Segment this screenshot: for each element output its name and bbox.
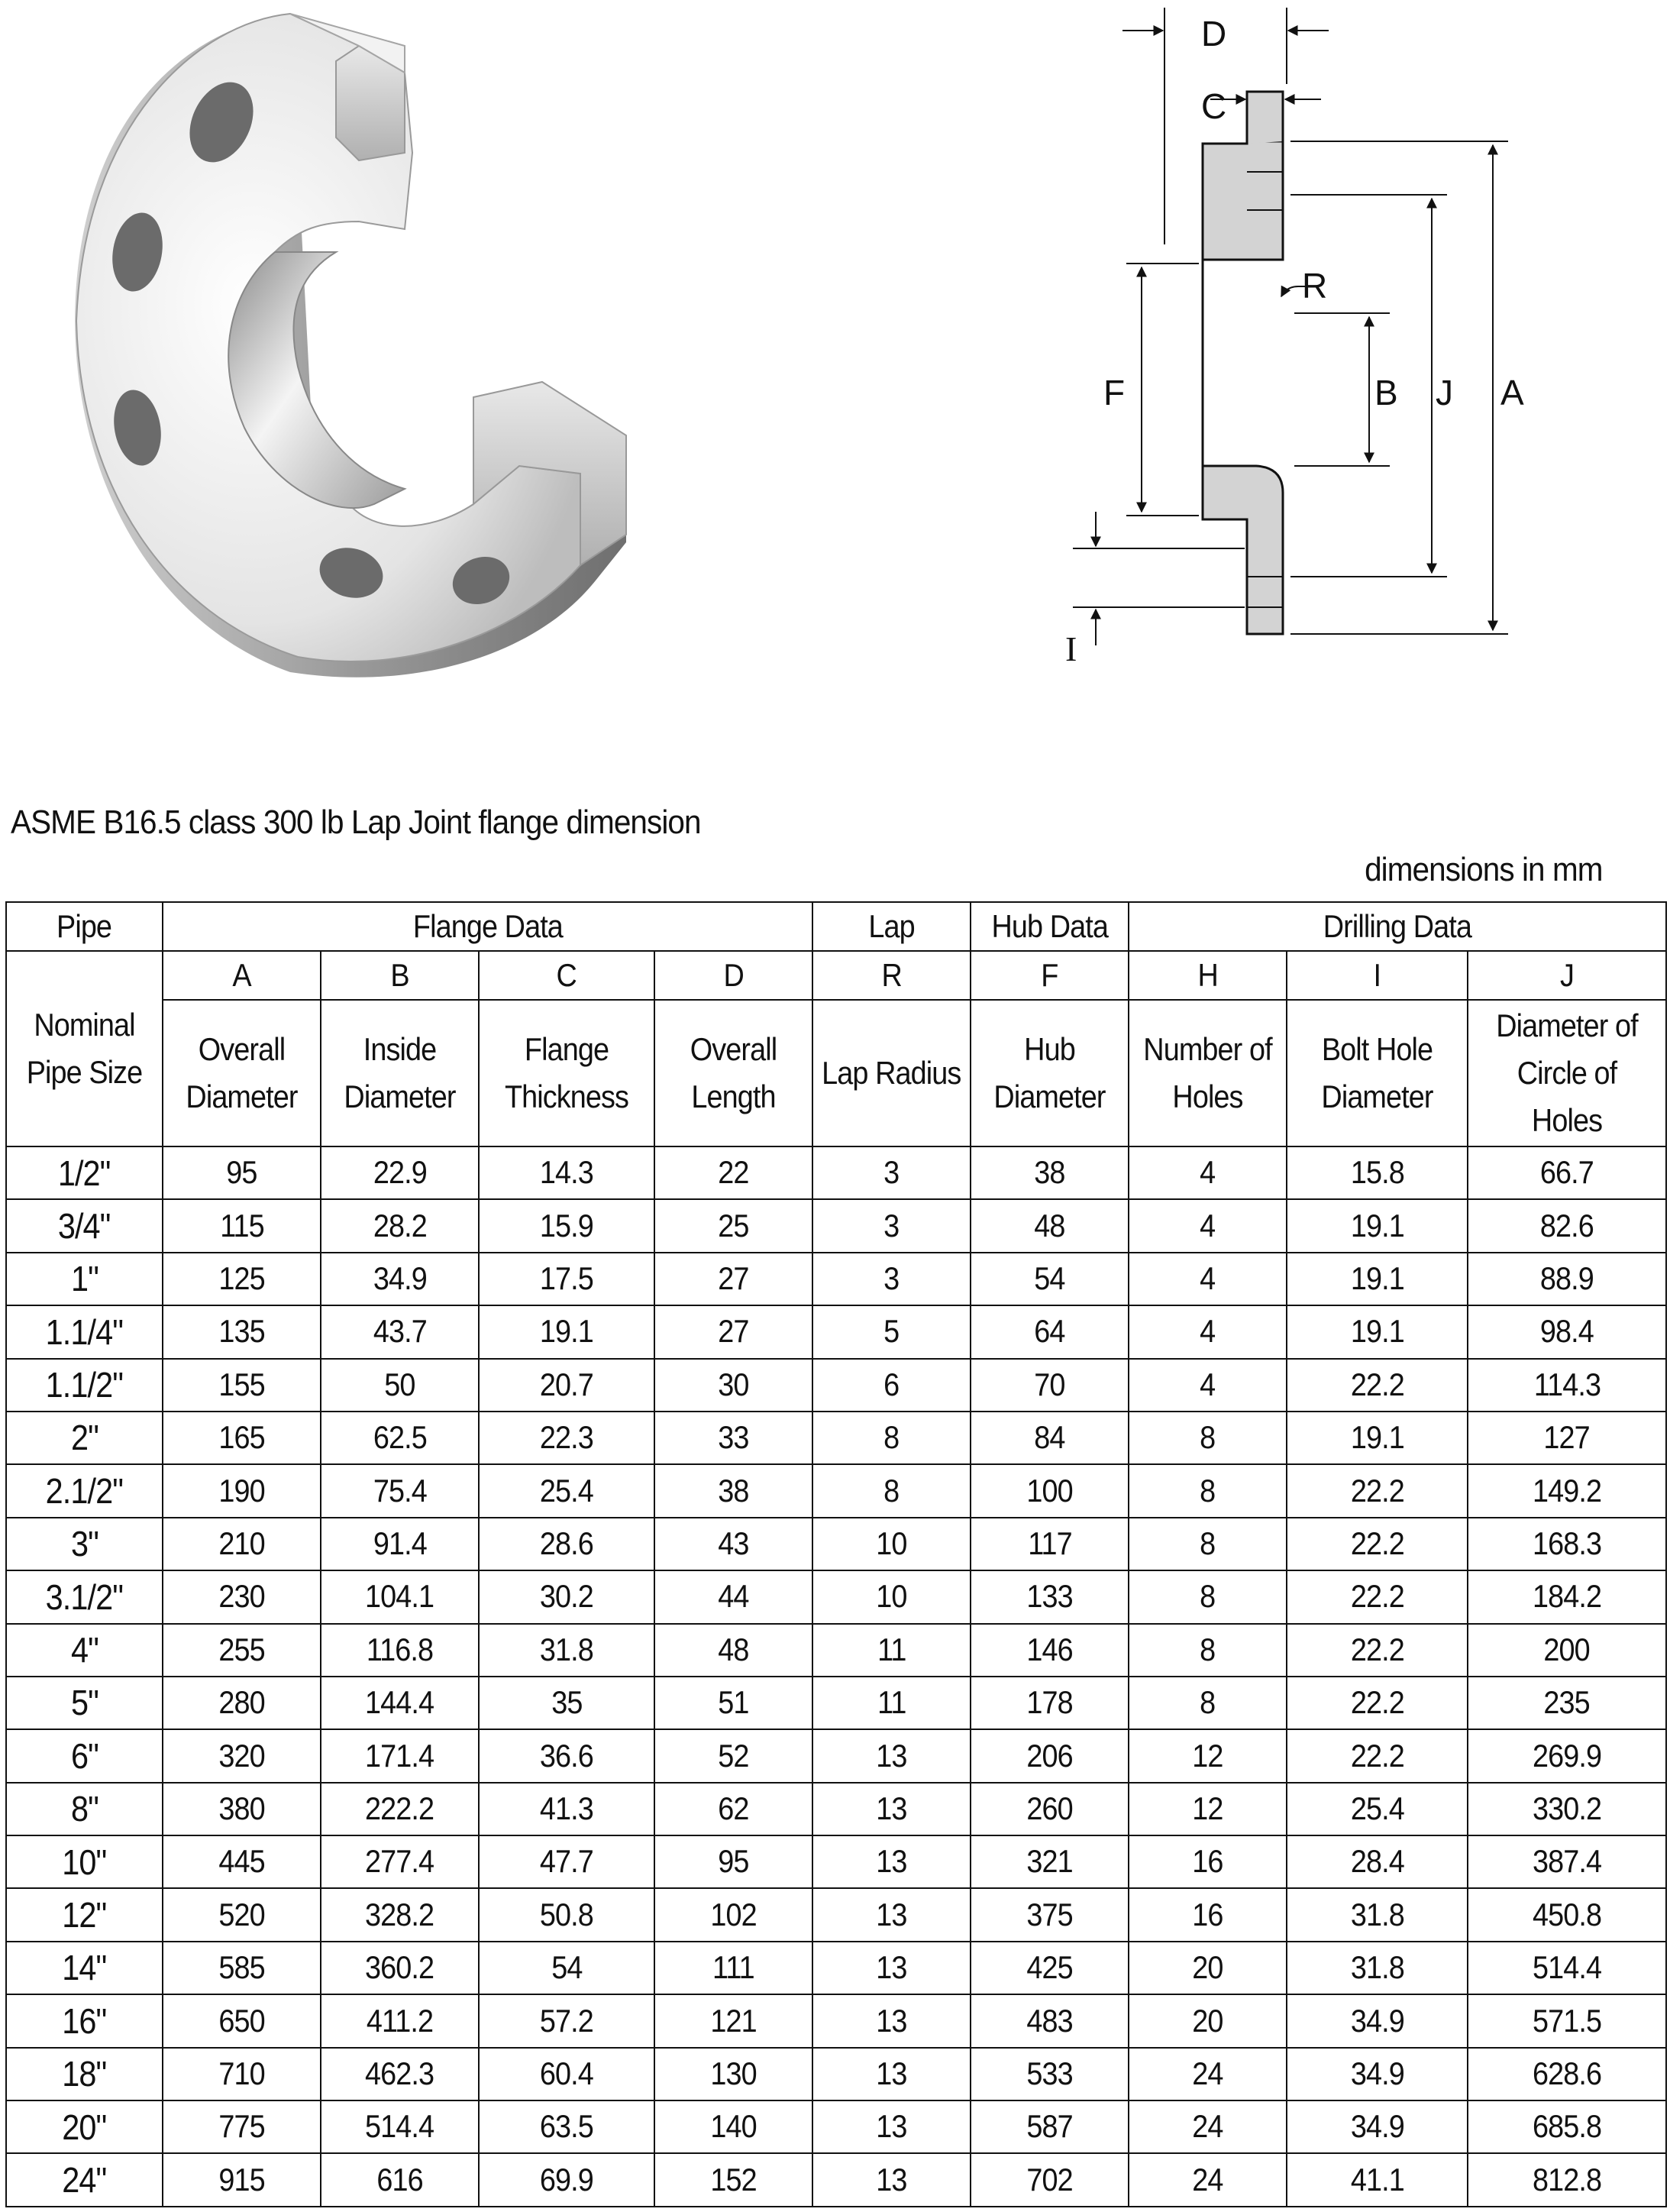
table-cell: 571.5	[1468, 1994, 1666, 2047]
table-cell: 98.4	[1468, 1305, 1666, 1358]
table-cell: 28.2	[321, 1199, 479, 1252]
header-letter: R	[812, 951, 971, 1000]
table-cell: 95	[654, 1835, 812, 1888]
cell-pipe-size: 10"	[6, 1835, 163, 1888]
table-cell: 11	[812, 1624, 971, 1677]
cell-pipe-size: 1.1/4"	[6, 1305, 163, 1358]
table-cell: 63.5	[479, 2100, 654, 2153]
table-cell: 710	[163, 2048, 321, 2100]
table-cell: 10	[812, 1518, 971, 1570]
table-cell: 425	[971, 1942, 1129, 1994]
cell-pipe-size: 4"	[6, 1624, 163, 1677]
header-description: Bolt Hole Diameter	[1287, 1000, 1468, 1146]
table-cell: 116.8	[321, 1624, 479, 1677]
table-cell: 25.4	[1287, 1783, 1468, 1835]
table-cell: 13	[812, 1783, 971, 1835]
table-cell: 64	[971, 1305, 1129, 1358]
table-cell: 4	[1129, 1253, 1287, 1305]
table-cell: 775	[163, 2100, 321, 2153]
table-row	[6, 2048, 1666, 2100]
table-cell: 43	[654, 1518, 812, 1570]
cell-pipe-size: 6"	[6, 1729, 163, 1782]
table-cell: 321	[971, 1835, 1129, 1888]
table-cell: 51	[654, 1677, 812, 1729]
table-cell: 277.4	[321, 1835, 479, 1888]
table-cell: 38	[971, 1146, 1129, 1199]
table-cell: 22.3	[479, 1412, 654, 1464]
table-cell: 255	[163, 1624, 321, 1677]
table-cell: 200	[1468, 1624, 1666, 1677]
table-cell: 650	[163, 1994, 321, 2047]
table-cell: 5	[812, 1305, 971, 1358]
table-cell: 115	[163, 1199, 321, 1252]
table-cell: 387.4	[1468, 1835, 1666, 1888]
table-cell: 25.4	[479, 1464, 654, 1517]
table-cell: 15.8	[1287, 1146, 1468, 1199]
cell-pipe-size: 16"	[6, 1994, 163, 2047]
table-cell: 47.7	[479, 1835, 654, 1888]
table-cell: 48	[971, 1199, 1129, 1252]
table-cell: 41.1	[1287, 2153, 1468, 2207]
table-cell: 22	[654, 1146, 812, 1199]
table-cell: 117	[971, 1518, 1129, 1570]
cell-pipe-size: 14"	[6, 1942, 163, 1994]
table-cell: 13	[812, 2100, 971, 2153]
table-cell: 50.8	[479, 1888, 654, 1941]
table-row	[6, 1146, 1666, 1199]
table-cell: 88.9	[1468, 1253, 1666, 1305]
table-cell: 8	[1129, 1412, 1287, 1464]
page-title: ASME B16.5 class 300 lb Lap Joint flange dimension	[11, 804, 701, 841]
table-cell: 27	[654, 1253, 812, 1305]
table-cell: 127	[1468, 1412, 1666, 1464]
table-row	[6, 1783, 1666, 1835]
table-cell: 4	[1129, 1305, 1287, 1358]
table-cell: 70	[971, 1359, 1129, 1412]
table-cell: 140	[654, 2100, 812, 2153]
table-cell: 34.9	[1287, 2100, 1468, 2153]
table-cell: 22.2	[1287, 1359, 1468, 1412]
table-row	[6, 1518, 1666, 1570]
table-cell: 171.4	[321, 1729, 479, 1782]
table-row	[6, 2153, 1666, 2207]
table-cell: 14.3	[479, 1146, 654, 1199]
table-cell: 30.2	[479, 1570, 654, 1623]
header-letter: F	[971, 951, 1129, 1000]
table-cell: 34.9	[321, 1253, 479, 1305]
table-cell: 62	[654, 1783, 812, 1835]
dimension-table	[5, 901, 1667, 2207]
table-cell: 24	[1129, 2048, 1287, 2100]
section-top-ring	[1247, 92, 1283, 144]
cell-pipe-size: 5"	[6, 1677, 163, 1729]
table-cell: 22.2	[1287, 1570, 1468, 1623]
table-cell: 4	[1129, 1146, 1287, 1199]
table-cell: 280	[163, 1677, 321, 1729]
section-upper-shape	[1203, 141, 1283, 260]
cell-pipe-size: 1.1/2"	[6, 1359, 163, 1412]
table-cell: 210	[163, 1518, 321, 1570]
table-cell: 450.8	[1468, 1888, 1666, 1941]
table-cell: 269.9	[1468, 1729, 1666, 1782]
table-cell: 54	[479, 1942, 654, 1994]
table-cell: 13	[812, 1994, 971, 2047]
table-cell: 60.4	[479, 2048, 654, 2100]
table-cell: 69.9	[479, 2153, 654, 2207]
table-cell: 8	[1129, 1570, 1287, 1623]
table-cell: 133	[971, 1570, 1129, 1623]
table-cell: 146	[971, 1624, 1129, 1677]
table-row	[6, 1305, 1666, 1358]
table-cell: 22.2	[1287, 1464, 1468, 1517]
table-cell: 12	[1129, 1783, 1287, 1835]
table-cell: 28.6	[479, 1518, 654, 1570]
table-cell: 587	[971, 2100, 1129, 2153]
table-cell: 57.2	[479, 1994, 654, 2047]
table-row	[6, 1835, 1666, 1888]
cell-pipe-size: 8"	[6, 1783, 163, 1835]
table-cell: 66.7	[1468, 1146, 1666, 1199]
table-cell: 48	[654, 1624, 812, 1677]
table-cell: 320	[163, 1729, 321, 1782]
table-cell: 411.2	[321, 1994, 479, 2047]
table-cell: 149.2	[1468, 1464, 1666, 1517]
table-cell: 190	[163, 1464, 321, 1517]
table-row	[6, 1199, 1666, 1252]
flange-section-drawing	[1065, 0, 1539, 680]
table-row	[6, 1359, 1666, 1412]
table-cell: 36.6	[479, 1729, 654, 1782]
table-cell: 16	[1129, 1835, 1287, 1888]
group-header-lap: Lap	[812, 902, 971, 951]
cell-pipe-size: 3/4"	[6, 1199, 163, 1252]
group-header-hub-data: Hub Data	[971, 902, 1129, 951]
table-cell: 28.4	[1287, 1835, 1468, 1888]
flange-3d-illustration	[46, 0, 634, 695]
table-cell: 812.8	[1468, 2153, 1666, 2207]
cell-pipe-size: 24"	[6, 2153, 163, 2207]
table-row	[6, 1994, 1666, 2047]
table-cell: 19.1	[1287, 1199, 1468, 1252]
table-cell: 152	[654, 2153, 812, 2207]
label-b: B	[1374, 373, 1398, 412]
table-cell: 19.1	[479, 1305, 654, 1358]
header-description: Number of Holes	[1129, 1000, 1287, 1146]
table-cell: 330.2	[1468, 1783, 1666, 1835]
table-cell: 25	[654, 1199, 812, 1252]
header-nominal-pipe-size: Nominal Pipe Size	[6, 951, 163, 1146]
table-row	[6, 2100, 1666, 2153]
table-cell: 24	[1129, 2100, 1287, 2153]
table-cell: 104.1	[321, 1570, 479, 1623]
table-cell: 375	[971, 1888, 1129, 1941]
table-cell: 30	[654, 1359, 812, 1412]
table-cell: 15.9	[479, 1199, 654, 1252]
table-cell: 22.9	[321, 1146, 479, 1199]
table-row	[6, 1888, 1666, 1941]
table-cell: 20.7	[479, 1359, 654, 1412]
header-description: Inside Diameter	[321, 1000, 479, 1146]
header-description: Flange Thickness	[479, 1000, 654, 1146]
group-header-drilling-data: Drilling Data	[1129, 902, 1666, 951]
table-cell: 20	[1129, 1994, 1287, 2047]
header-letter: C	[479, 951, 654, 1000]
header-letter: I	[1287, 951, 1468, 1000]
table-cell: 20	[1129, 1942, 1287, 1994]
table-cell: 125	[163, 1253, 321, 1305]
table-cell: 33	[654, 1412, 812, 1464]
table-cell: 184.2	[1468, 1570, 1666, 1623]
table-cell: 8	[1129, 1464, 1287, 1517]
table-cell: 114.3	[1468, 1359, 1666, 1412]
table-cell: 84	[971, 1412, 1129, 1464]
table-cell: 360.2	[321, 1942, 479, 1994]
table-cell: 22.2	[1287, 1677, 1468, 1729]
table-cell: 13	[812, 2048, 971, 2100]
table-cell: 50	[321, 1359, 479, 1412]
table-cell: 514.4	[1468, 1942, 1666, 1994]
table-cell: 31.8	[1287, 1888, 1468, 1941]
table-cell: 628.6	[1468, 2048, 1666, 2100]
table-cell: 27	[654, 1305, 812, 1358]
table-cell: 17.5	[479, 1253, 654, 1305]
header-description: Hub Diameter	[971, 1000, 1129, 1146]
table-cell: 91.4	[321, 1518, 479, 1570]
table-cell: 43.7	[321, 1305, 479, 1358]
table-cell: 462.3	[321, 2048, 479, 2100]
table-cell: 585	[163, 1942, 321, 1994]
table-cell: 34.9	[1287, 2048, 1468, 2100]
cell-pipe-size: 3.1/2"	[6, 1570, 163, 1623]
table-cell: 6	[812, 1359, 971, 1412]
table-cell: 82.6	[1468, 1199, 1666, 1252]
table-cell: 8	[812, 1464, 971, 1517]
letter-header-row	[6, 951, 1666, 1000]
label-j: J	[1436, 373, 1453, 412]
description-header-row	[6, 1000, 1666, 1146]
header-description: Overall Diameter	[163, 1000, 321, 1146]
table-cell: 230	[163, 1570, 321, 1623]
header-letter: H	[1129, 951, 1287, 1000]
units-note: dimensions in mm	[1365, 851, 1603, 888]
table-cell: 8	[812, 1412, 971, 1464]
table-cell: 533	[971, 2048, 1129, 2100]
label-d: D	[1201, 14, 1227, 53]
table-cell: 4	[1129, 1199, 1287, 1252]
table-row	[6, 1677, 1666, 1729]
cell-pipe-size: 12"	[6, 1888, 163, 1941]
group-header-flange-data: Flange Data	[163, 902, 812, 951]
table-cell: 75.4	[321, 1464, 479, 1517]
header-description: Lap Radius	[812, 1000, 971, 1146]
table-cell: 13	[812, 1835, 971, 1888]
table-row	[6, 1570, 1666, 1623]
table-cell: 54	[971, 1253, 1129, 1305]
table-cell: 514.4	[321, 2100, 479, 2153]
table-cell: 206	[971, 1729, 1129, 1782]
table-cell: 165	[163, 1412, 321, 1464]
table-cell: 22.2	[1287, 1518, 1468, 1570]
table-cell: 11	[812, 1677, 971, 1729]
table-cell: 38	[654, 1464, 812, 1517]
table-cell: 100	[971, 1464, 1129, 1517]
table-cell: 328.2	[321, 1888, 479, 1941]
table-row	[6, 1624, 1666, 1677]
table-cell: 155	[163, 1359, 321, 1412]
table-cell: 702	[971, 2153, 1129, 2207]
cell-pipe-size: 20"	[6, 2100, 163, 2153]
table-cell: 22.2	[1287, 1729, 1468, 1782]
table-cell: 121	[654, 1994, 812, 2047]
cell-pipe-size: 1/2"	[6, 1146, 163, 1199]
table-cell: 685.8	[1468, 2100, 1666, 2153]
table-cell: 8	[1129, 1677, 1287, 1729]
table-row	[6, 1412, 1666, 1464]
table-cell: 19.1	[1287, 1412, 1468, 1464]
table-row	[6, 1253, 1666, 1305]
label-f: F	[1103, 373, 1126, 412]
header-letter: J	[1468, 951, 1666, 1000]
table-cell: 19.1	[1287, 1305, 1468, 1358]
section-lower-shape	[1203, 466, 1283, 634]
table-cell: 8	[1129, 1518, 1287, 1570]
table-cell: 4	[1129, 1359, 1287, 1412]
table-cell: 168.3	[1468, 1518, 1666, 1570]
table-cell: 135	[163, 1305, 321, 1358]
label-c: C	[1201, 86, 1227, 126]
table-cell: 616	[321, 2153, 479, 2207]
table-cell: 222.2	[321, 1783, 479, 1835]
table-cell: 95	[163, 1146, 321, 1199]
table-cell: 10	[812, 1570, 971, 1623]
table-cell: 8	[1129, 1624, 1287, 1677]
table-cell: 178	[971, 1677, 1129, 1729]
table-cell: 13	[812, 1942, 971, 1994]
table-cell: 260	[971, 1783, 1129, 1835]
cell-pipe-size: 18"	[6, 2048, 163, 2100]
table-cell: 3	[812, 1199, 971, 1252]
label-i: I	[1065, 629, 1077, 668]
table-row	[6, 1942, 1666, 1994]
table-cell: 52	[654, 1729, 812, 1782]
table-cell: 62.5	[321, 1412, 479, 1464]
table-cell: 915	[163, 2153, 321, 2207]
table-cell: 483	[971, 1994, 1129, 2047]
table-cell: 24	[1129, 2153, 1287, 2207]
header-description: Overall Length	[654, 1000, 812, 1146]
table-cell: 35	[479, 1677, 654, 1729]
table-cell: 130	[654, 2048, 812, 2100]
table-cell: 41.3	[479, 1783, 654, 1835]
header-letter: D	[654, 951, 812, 1000]
table-cell: 520	[163, 1888, 321, 1941]
table-cell: 380	[163, 1783, 321, 1835]
table-cell: 12	[1129, 1729, 1287, 1782]
table-cell: 144.4	[321, 1677, 479, 1729]
table-cell: 44	[654, 1570, 812, 1623]
header-description: Diameter of Circle of Holes	[1468, 1000, 1666, 1146]
table-cell: 111	[654, 1942, 812, 1994]
header-letter: A	[163, 951, 321, 1000]
group-header-row	[6, 902, 1666, 951]
cell-pipe-size: 1"	[6, 1253, 163, 1305]
table-cell: 13	[812, 2153, 971, 2207]
table-cell: 34.9	[1287, 1994, 1468, 2047]
table-row	[6, 1729, 1666, 1782]
table-cell: 22.2	[1287, 1624, 1468, 1677]
table-cell: 235	[1468, 1677, 1666, 1729]
table-cell: 3	[812, 1146, 971, 1199]
cell-pipe-size: 3"	[6, 1518, 163, 1570]
table-cell: 16	[1129, 1888, 1287, 1941]
label-a: A	[1500, 373, 1524, 412]
table-cell: 13	[812, 1888, 971, 1941]
group-header-pipe: Pipe	[6, 902, 163, 951]
table-cell: 102	[654, 1888, 812, 1941]
table-cell: 13	[812, 1729, 971, 1782]
table-cell: 3	[812, 1253, 971, 1305]
cell-pipe-size: 2"	[6, 1412, 163, 1464]
label-r: R	[1302, 266, 1328, 306]
table-cell: 445	[163, 1835, 321, 1888]
table-cell: 19.1	[1287, 1253, 1468, 1305]
table-row	[6, 1464, 1666, 1517]
table-cell: 31.8	[479, 1624, 654, 1677]
cell-pipe-size: 2.1/2"	[6, 1464, 163, 1517]
header-letter: B	[321, 951, 479, 1000]
table-cell: 31.8	[1287, 1942, 1468, 1994]
